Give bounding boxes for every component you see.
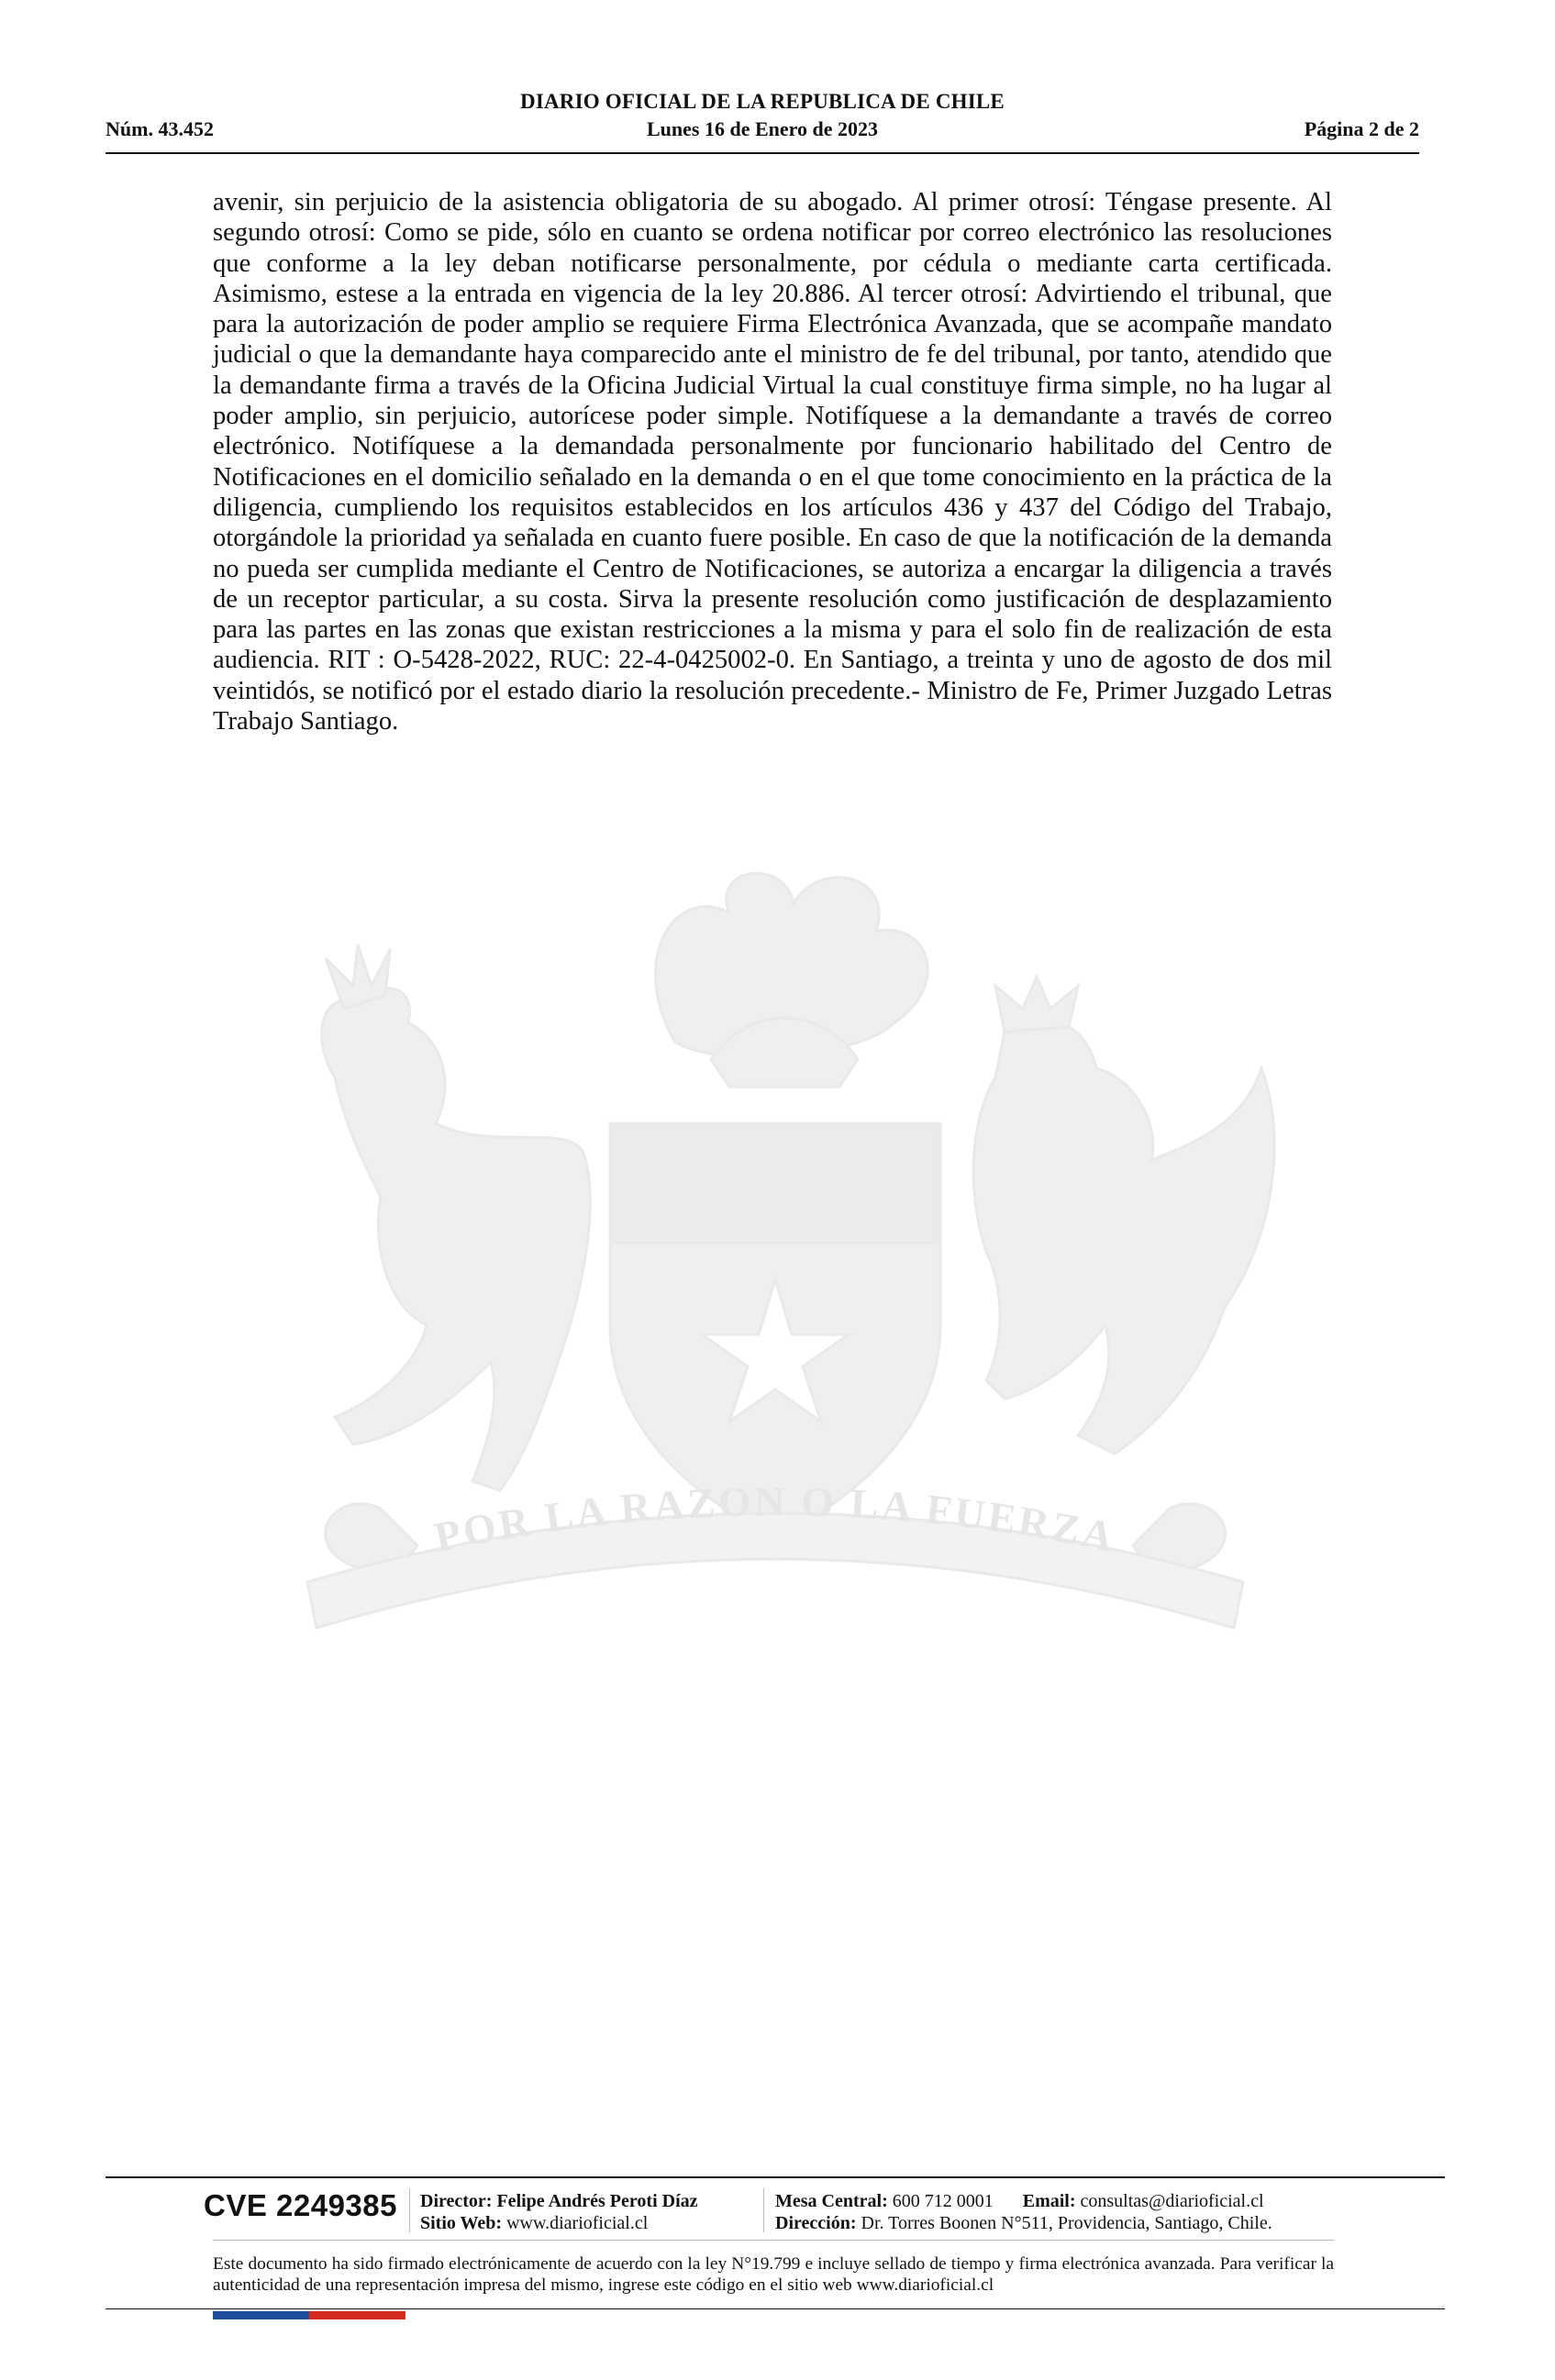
chilean-coat-of-arms-icon bbox=[197, 848, 1353, 1665]
footer-divider-inner bbox=[213, 2240, 1334, 2241]
footer-divider-top bbox=[106, 2176, 1445, 2178]
flag-blue-segment bbox=[213, 2311, 309, 2319]
footer-separator bbox=[409, 2188, 410, 2232]
phone-label: Mesa Central: bbox=[775, 2191, 888, 2211]
contact-line bbox=[775, 2190, 1272, 2212]
website-line bbox=[420, 2212, 698, 2234]
director-line bbox=[420, 2190, 698, 2212]
address-label: Dirección: bbox=[775, 2213, 857, 2233]
issue-date: Lunes 16 de Enero de 2023 bbox=[646, 117, 878, 140]
footer-contact-block bbox=[775, 2190, 1272, 2234]
footer-divider-bottom bbox=[106, 2308, 1445, 2309]
page-header bbox=[106, 88, 1419, 152]
page-indicator: Página 2 de 2 bbox=[1304, 117, 1419, 140]
issue-number: Núm. 43.452 bbox=[106, 117, 214, 140]
journal-title: DIARIO OFICIAL DE LA REPUBLICA DE CHILE bbox=[520, 90, 1005, 113]
address-text: Dr. Torres Boonen N°511, Providencia, Santiago, Chile. bbox=[861, 2213, 1272, 2233]
email-link[interactable]: consultas@diarioficial.cl bbox=[1080, 2191, 1264, 2211]
director-label: Director: bbox=[420, 2191, 493, 2211]
electronic-signature-note: Este documento ha sido firmado electrónicamente de acuerdo con la ley N°19.799 e incluye sellado de tiempo y firma electrónica avanzada. Para verificar la autenticidad de una representación impresa del mismo, ingrese este código en el sitio web www.diarioficial.cl bbox=[213, 2254, 1334, 2295]
footer-separator bbox=[763, 2188, 764, 2232]
footer-director-block bbox=[420, 2190, 698, 2234]
header-divider bbox=[106, 152, 1419, 154]
website-label: Sitio Web: bbox=[420, 2213, 503, 2233]
phone-number: 600 712 0001 bbox=[892, 2191, 994, 2211]
coat-of-arms-motto: POR LA RAZON O LA FUERZA bbox=[430, 1478, 1120, 1561]
website-link[interactable]: www.diarioficial.cl bbox=[506, 2213, 649, 2233]
flag-color-strip bbox=[213, 2311, 405, 2319]
address-line bbox=[775, 2212, 1272, 2234]
email-label: Email: bbox=[1022, 2191, 1076, 2211]
director-name: Felipe Andrés Peroti Díaz bbox=[496, 2191, 698, 2211]
resolution-text: avenir, sin perjuicio de la asistencia obligatoria de su abogado. Al primer otrosí: Téngase presente. Al segundo otrosí: Como se pide, sólo en cuanto se ordena notificar por correo electrónico las resoluciones que conforme a la ley deban notificarse personalmente, por cédula o mediante carta certificada. Asimismo, estese a la entrada en vigencia de la ley 20.886. Al tercer otrosí: Advirtiendo el tribunal, que para la autorización de poder amplio se requiere Firma Electrónica Avanzada, que se acompañe mandato judicial o que la demandante haya comparecido ante el ministro de fe del tribunal, por tanto, atendido que la demandante firma a través de la Oficina Judicial Virtual la cual constituye firma simple, no ha lugar al poder amplio, sin perjuicio, autorícese poder simple. Notifíquese a la demandante a través de correo electrónico. Notifíquese a la demandada personalmente por funcionario habilitado del Centro de Notificaciones en el domicilio señalado en la demanda o en el que tome conocimiento en la práctica de la diligencia, cumpliendo los requisitos establecidos en los artículos 436 y 437 del Código del Trabajo, otorgándole la prioridad ya señalada en cuanto fuere posible. En caso de que la notificación de la demanda no pueda ser cumplida mediante el Centro de Notificaciones, se autoriza a encargar la diligencia a través de un receptor particular, a su costa. Sirva la presente resolución como justificación de desplazamiento para las partes en las zonas que existan restricciones a la misma y para el solo fin de realización de esta audiencia. RIT : O-5428-2022, RUC: 22-4-0425002-0. En Santiago, a treinta y uno de agosto de dos mil veintidós, se notificó por el estado diario la resolución precedente.- Ministro de Fe, Primer Juzgado Letras Trabajo Santiago. bbox=[213, 188, 1332, 736]
cve-code: CVE 2249385 bbox=[204, 2188, 397, 2222]
flag-red-segment bbox=[309, 2311, 405, 2319]
